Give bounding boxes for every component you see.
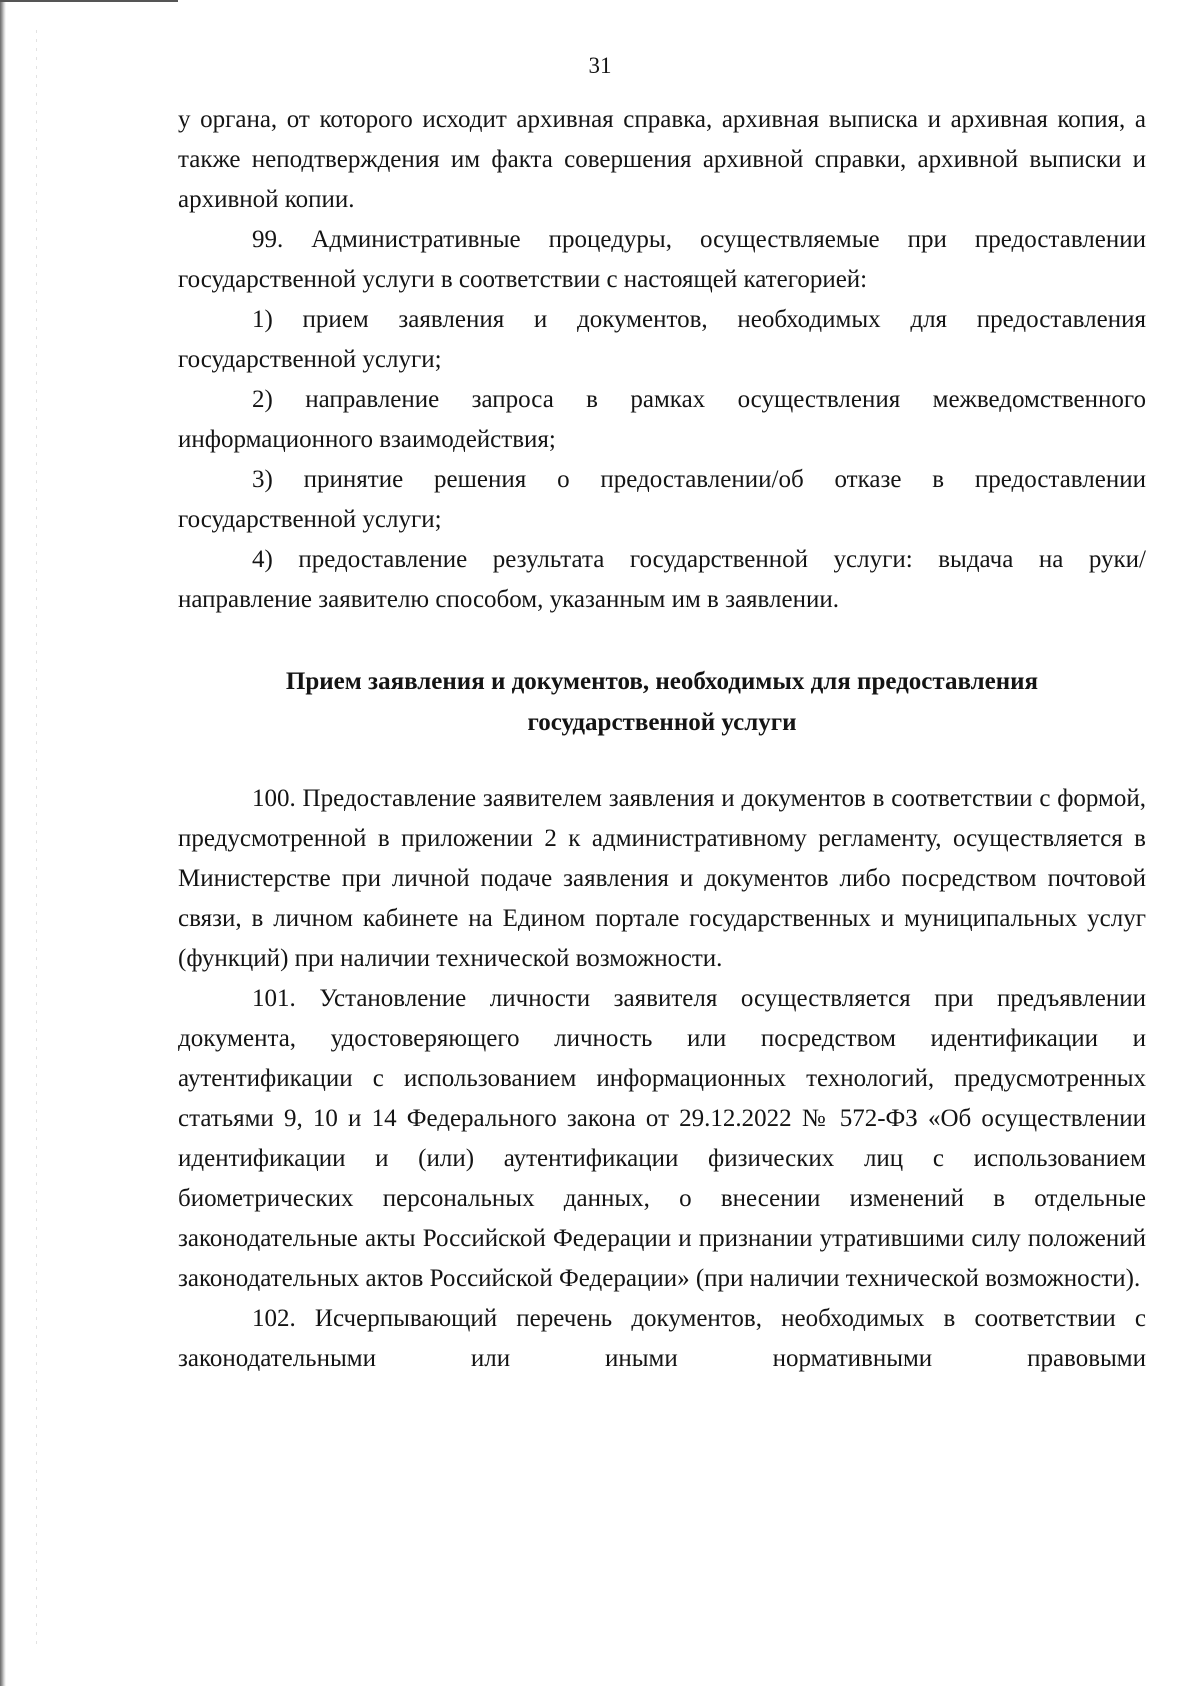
- section-heading-line-1: Прием заявления и документов, необходимых для предоставления: [285, 668, 1039, 695]
- paragraph-101: 101. Установление личности заявителя осуществляется при предъявлении документа, удостоверяющего личность или посредством идентификации и аутентификации с использованием информационных технологий, предусмотренных статьями 9, 10 и 14 Федерального закона от 29.12.2022 № 572-ФЗ «Об осуществлении идентификации и (или) аутентификации физических лиц с использованием биометрических персональных данных, о внесении изменений в отдельные законодательные акты Российской Федерации и признании утратившими силу положений законодательных актов Российской Федерации» (при наличии технической возможности).: [178, 985, 1146, 1292]
- paragraph-102: 102. Исчерпывающий перечень документов, необходимых в соответствии с законодательными или иными нормативными правовыми: [178, 1305, 1146, 1372]
- list-item-2: 2) направление запроса в рамках осуществления межведомственного информационного взаимодействия;: [178, 386, 1146, 453]
- list-item-3: 3) принятие решения о предоставлении/об отказе в предоставлении государственной услуги;: [178, 466, 1146, 533]
- scan-top-line: [0, 0, 178, 2]
- list-item-4: 4) предоставление результата государственной услуги: выдача на руки/ направление заявителю способом, указанным им в заявлении.: [178, 546, 1146, 613]
- document-body: [178, 100, 1146, 1379]
- paragraph-99: 99. Административные процедуры, осуществляемые при предоставлении государственной услуги в соответствии с настоящей категорией:: [178, 226, 1146, 293]
- page-number: 31: [588, 53, 612, 78]
- section-heading: [178, 661, 1146, 743]
- paragraph-continuation: у органа, от которого исходит архивная справка, архивная выписка и архивная копия, а также неподтверждения им факта совершения архивной справки, архивной выписки и архивной копии.: [178, 106, 1146, 213]
- scan-binding-shadow: [36, 30, 37, 1650]
- section-heading-line-2: государственной услуги: [527, 709, 797, 736]
- list-item-1: 1) прием заявления и документов, необходимых для предоставления государственной услуги;: [178, 306, 1146, 373]
- scan-left-edge: [0, 0, 6, 1686]
- paragraph-100: 100. Предоставление заявителем заявления и документов в соответствии с формой, предусмотренной в приложении 2 к административному регламенту, осуществляется в Министерстве при личной подаче заявления и документов либо посредством почтовой связи, в личном кабинете на Едином портале государственных и муниципальных услуг (функций) при наличии технической возможности.: [178, 785, 1146, 972]
